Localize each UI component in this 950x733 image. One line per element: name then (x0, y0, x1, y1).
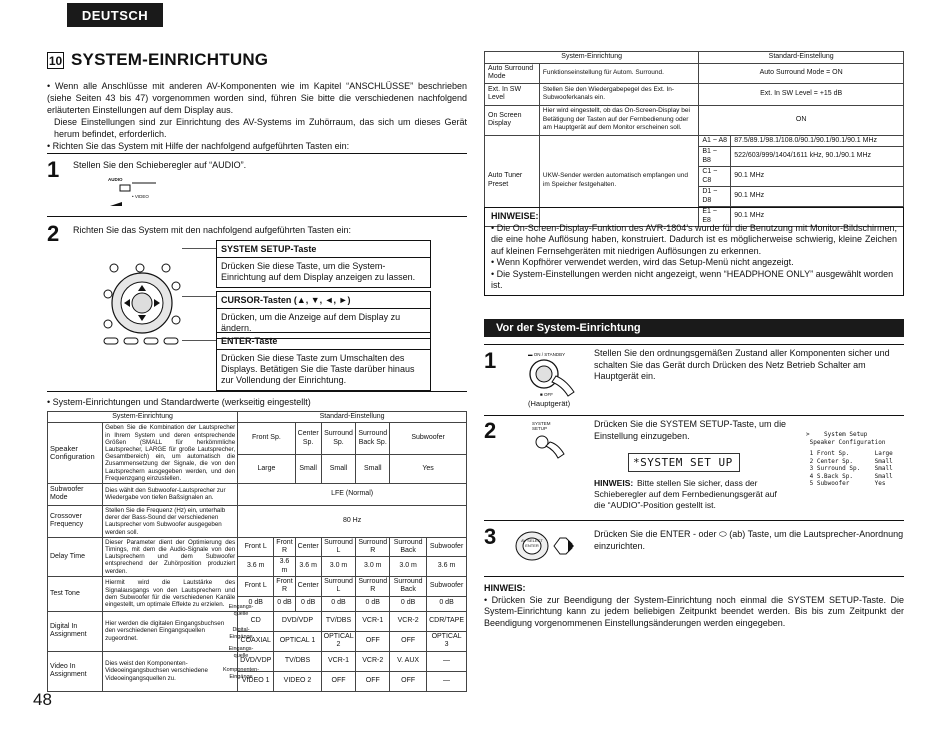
row-description: UKW-Sender werden automatisch empfangen und im Speicher festgehalten. (539, 135, 698, 227)
cell: Auto Surround Mode = ON (699, 63, 904, 83)
language-tab: DEUTSCH (67, 3, 163, 27)
cell: OPTICAL 3 (427, 631, 467, 651)
screen-line: 4 S.Back Sp. Small (806, 472, 893, 480)
row-description: Stellen Sie die Frequenz (Hz) ein, unterhalb derer der Bass-Sound der verschiedenen Lautsprecher vom Subwoofer ausgegeben werden soll. (103, 505, 238, 537)
row-name: Subwoofer Mode (48, 483, 103, 505)
step-1-number: 1 (484, 348, 497, 373)
step-1-text: Stellen Sie den Schieberegler auf “AUDIO”. (73, 160, 247, 170)
table-header: Standard-Einstellung (699, 52, 904, 64)
cell: — (427, 651, 467, 671)
note-3: • Die System-Einstellungen werden nicht angezeigt, wenn “HEADPHONE ONLY” ausgewählt worden ist. (491, 268, 894, 290)
step-1-text: Stellen Sie den ordnungsgemäßen Zustand aller Komponenten sicher und schalten Sie das Gerät durch Drücken des Netz Betrieb Schalter am Hauptgerät ein. (594, 348, 890, 381)
cell: OPTICAL 2 (321, 631, 356, 651)
note-2: • Wenn Kopfhörer verwendet werden, wird das Setup-Menü nicht angezeigt. (491, 257, 794, 267)
screen-line: 2 Center Sp. Small (806, 457, 893, 465)
cell: 0 dB (427, 596, 467, 611)
cell: VCR-2 (390, 611, 427, 631)
row-description: Dies wählt den Subwoofer-Lautsprecher zur Wiedergabe von tiefen Baßsignalen an. (103, 483, 238, 505)
cell: OFF (356, 671, 390, 691)
note-1: • Die On-Screen-Display-Funktion des AVR-1804’s wurde für die Benutzung mit Monitor-Bildschirmen, die eine hohe Auflösung haben, konstruiert. Dadurch ist es möglicherweise schwierig, kleine Zeichen auf kleinen Fernsehgeräten mit niedrigen Auflösungen zu erkennen. (491, 222, 897, 256)
cell: 3.0 m (321, 557, 356, 577)
row-name: Delay Time (48, 537, 103, 576)
step-3-text: Drücken Sie die ENTER - oder ⬭ (ab) Taste, um die Lautsprecher-Anordnung einzurichten. (594, 529, 904, 551)
table-header: System-Einrichtung (48, 412, 238, 423)
cell: 3.6 m (427, 557, 467, 577)
notes-title: HINWEISE: (491, 211, 539, 221)
row-name: Digital In Assignment (48, 611, 103, 651)
preset-key: D1 ~ D8 (699, 187, 731, 207)
leader-line (182, 296, 216, 297)
on-standby-label: ▬ ON / STANDBY (528, 352, 566, 357)
preset-value: 90.1 MHz (731, 167, 904, 187)
final-note-text: • Drücken Sie zur Beendigung der System-Einrichtung noch einmal die SYSTEM SETUP-Taste. Die System-Einrichtung kann zu jedem beliebigen Zeitpunkt beendet werden. Bis bis zum Zeitpunkt der Beendigung vorgenommenen Einstellungsänderungen werden eingegeben. (484, 594, 904, 628)
cell: 3.0 m (356, 557, 390, 577)
system-setup-button-label: SYSTEM SETUP (532, 421, 551, 431)
box-heading: CURSOR-Tasten (▲, ▼, ◄, ►) (217, 292, 430, 309)
cell: Surround R (356, 576, 390, 596)
av-select-enter-label: AV SELECT ENTER (521, 538, 543, 548)
row-description-text: Hier werden die digitalen Eingangsbuchsen den verschiedenen Eingangsquellen zugeordnet. (105, 620, 225, 642)
section-number: 10 (48, 53, 63, 68)
cell: Small (356, 454, 390, 483)
on-screen-menu-preview (806, 431, 904, 488)
divider (47, 216, 467, 217)
section-title: SYSTEM-EINRICHTUNG (71, 50, 269, 69)
step-2-text: Richten Sie das System mit den nachfolgend aufgeführten Tasten ein: (73, 225, 352, 235)
step-2-number: 2 (484, 418, 497, 443)
row-description: Stellen Sie den Wiedergabepegel des Ext. In-Subwooferkanals ein. (539, 83, 698, 105)
subsection-bar: Vor der System-Einrichtung (484, 319, 904, 337)
row-description: Geben Sie die Kombination der Lautsprecher in Ihrem System und deren entsprechende Größen (SMALL für herkömmliche Lautsprecher, LARGE für große Lautsprecher, Gesamtbereich) ein, um automatisch die Zusammensetzung der Signale, die von den Lautsprechern ausgegeben werden, und den Frequenzgang einzustellen. (103, 423, 238, 484)
leader-line (182, 248, 216, 249)
table-caption: • System-Einrichtungen und Standardwerte (werkseitig eingestellt) (47, 397, 311, 407)
cell: 80 Hz (238, 505, 467, 537)
note-label: HINWEIS: (594, 478, 634, 488)
divider (47, 391, 467, 392)
step-2-note (594, 478, 790, 511)
cell: Subwoofer (390, 423, 467, 454)
notes-box (484, 207, 904, 296)
cell: 3.6 m (295, 557, 321, 577)
preset-key: C1 ~ C8 (699, 167, 731, 187)
divider (47, 153, 467, 154)
cell: Front Sp. (238, 423, 295, 454)
video-source-label: Eingangs-quelle (228, 646, 254, 659)
step-2-number: 2 (47, 221, 60, 246)
note-text: Bitte stellen Sie sicher, dass der Schieberegler auf dem Fernbedienungsgerät auf die “AUDIO”-Position gestellt ist. (594, 478, 777, 510)
table-header: Standard-Einstellung (238, 412, 467, 423)
screen-title: > System Setup (806, 431, 868, 438)
cell: VIDEO 1 (238, 671, 274, 691)
cell: CD (238, 611, 274, 631)
leader-line (182, 340, 216, 341)
row-description: Hiermit wird die Lautstärke des Signalausgangs von den Lautsprechern und dem Subwoofer für die verschiedenen Kanäle eingestellt, um optimale Effekte zu erzielen. (103, 576, 238, 611)
cell: Small (321, 454, 356, 483)
cell: 3.6 m (238, 557, 274, 577)
screen-line: 3 Surround Sp. Small (806, 465, 893, 472)
screen-subtitle: Speaker Configuration (806, 438, 886, 446)
divider (484, 520, 904, 521)
off-label: ■ OFF (540, 392, 553, 397)
cell: Ext. In SW Level = +15 dB (699, 83, 904, 105)
cell: Center Sp. (295, 423, 321, 454)
step-1-number: 1 (47, 157, 60, 182)
main-unit-caption: (Hauptgerät) (528, 399, 571, 408)
cell: VIDEO 2 (274, 671, 321, 691)
preset-value: 522/603/999/1404/1611 kHz, 90.1/90.1 MHz (731, 147, 904, 167)
cell: DVD/VDP (274, 611, 321, 631)
cell: Surround Back (390, 576, 427, 596)
digital-input-label: Digital-Eingänge (229, 627, 253, 640)
cell: Front L (238, 537, 274, 557)
cell: V. AUX (390, 651, 427, 671)
cell: 0 dB (356, 596, 390, 611)
cell: TV/DBS (274, 651, 321, 671)
remote-control-illustration (100, 258, 182, 348)
row-name: Video In Assignment (48, 651, 103, 691)
cell: 0 dB (274, 596, 295, 611)
row-name: Ext. In SW Level (485, 83, 540, 105)
intro-text (47, 80, 467, 152)
divider (484, 576, 904, 577)
row-name: Auto Surround Mode (485, 63, 540, 83)
preset-value: 90.1 MHz (731, 207, 904, 227)
cell: CDR/TAPE (427, 611, 467, 631)
cell: Surround R (356, 537, 390, 557)
cell: 3.6 m (274, 557, 295, 577)
video-input-label: Komponenten-Eingänge (222, 667, 260, 680)
row-description: Hier wird eingestellt, ob das On-Screen-Display bei Betätigung der Tasten auf der Fernbedienung oder am Hauptgerät auf dem Monitor erscheinen soll. (539, 105, 698, 135)
cell: 0 dB (321, 596, 356, 611)
box-heading: ENTER-Taste (217, 333, 430, 350)
screen-line: 1 Front Sp. Large (806, 450, 893, 457)
intro-bullet-2: • Richten Sie das System mit Hilfe der nachfolgend aufgeführten Tasten ein: (47, 141, 350, 151)
box-body: Drücken, um die Anzeige auf dem Display zu ändern. (221, 312, 401, 333)
box-heading: SYSTEM SETUP-Taste (217, 241, 430, 258)
cell: Subwoofer (427, 537, 467, 557)
system-setup-key-box (216, 240, 431, 288)
cell: Surround Sp. (321, 423, 356, 454)
cell: Small (295, 454, 321, 483)
enter-key-box (216, 332, 431, 391)
cell: COAXIAL (238, 631, 274, 651)
preset-key: B1 ~ B8 (699, 147, 731, 167)
cell: DVD/VDP (238, 651, 274, 671)
screen-line: 5 Subwoofer Yes (806, 480, 886, 487)
cell: Center (295, 576, 321, 596)
preset-key: A1 ~ A8 (699, 135, 731, 147)
cell: TV/DBS (321, 611, 356, 631)
row-name: Speaker Configuration (48, 423, 103, 484)
cell: OFF (356, 631, 390, 651)
row-name: On Screen Display (485, 105, 540, 135)
table-header: System-Einrichtung (485, 52, 699, 64)
audio-video-switch (108, 178, 168, 208)
row-name: Auto Tuner Preset (485, 135, 540, 227)
cell: VCR-2 (356, 651, 390, 671)
switch-audio-label: AUDIO (108, 177, 123, 182)
cell: Surround L (321, 576, 356, 596)
switch-video-label: • VIDEO (132, 194, 149, 199)
preset-value: 87.5/89.1/98.1/108.0/90.1/90.1/90.1/90.1 MHz (731, 135, 904, 147)
cell: Surround Back (390, 537, 427, 557)
cell: OFF (321, 671, 356, 691)
box-body: Drücken Sie diese Taste, um die System-Einrichtung auf dem Display anzeigen zu lassen. (221, 261, 416, 282)
cell: Center (295, 537, 321, 557)
final-note-title: HINWEIS: (484, 583, 526, 593)
divider (484, 344, 904, 345)
digital-source-label: Eingangs-quelle (228, 604, 254, 617)
cell: Front L (238, 576, 274, 596)
cell: Front R (274, 537, 295, 557)
cell: Subwoofer (427, 576, 467, 596)
cell: LFE (Normal) (238, 483, 467, 505)
intro-bullet-1b: Diese Einstellungen sind zur Einrichtung des AV-Systems im Zuhörraum, das sich um dieses Gerät herum befindet, erforderlich. (54, 117, 467, 139)
cell: Surround Back Sp. (356, 423, 390, 454)
row-name: Crossover Frequency (48, 505, 103, 537)
cell: 3.0 m (390, 557, 427, 577)
row-name: Test Tone (48, 576, 103, 611)
divider (484, 415, 904, 416)
cell: 0 dB (390, 596, 427, 611)
cell: Large (238, 454, 295, 483)
cell: OFF (390, 631, 427, 651)
cell: ON (699, 105, 904, 135)
cell: 0 dB (238, 596, 274, 611)
cell: Yes (390, 454, 467, 483)
cell: Surround L (321, 537, 356, 557)
cell: OPTICAL 1 (274, 631, 321, 651)
cell: VCR-1 (321, 651, 356, 671)
row-description: Dies weist den Komponenten-Videoeingangsbuchsen verschiedene Videoeingangsquellen zu. (103, 651, 238, 691)
intro-bullet-1: • Wenn alle Anschlüsse mit anderen AV-Komponenten wie im Kapitel “ANSCHLÜSSE” beschrieben (siehe Seiten 43 bis 47) vorgenommen worden sind, führen Sie bitte die verschiedenen nachfolgend erläuterten Einstellungen auf dem Display aus. (47, 81, 467, 115)
front-display: *SYSTEM SET UP (628, 453, 740, 472)
step-3-number: 3 (484, 524, 497, 549)
preset-key: E1 ~ E8 (699, 207, 731, 227)
row-description: Dieser Parameter dient der Optimierung des Timings, mit dem die Audio-Signale von den Lautsprechern und dem Subwoofer entsprechend der Zuhörposition produziert werden. (103, 537, 238, 576)
cell: Front R (274, 576, 295, 596)
page-number: 48 (33, 690, 52, 709)
step-2-text: Drücken Sie die SYSTEM SETUP-Taste, um die Einstellung einzugeben. (594, 419, 787, 441)
cell: OFF (390, 671, 427, 691)
cell: — (427, 671, 467, 691)
cell: VCR-1 (356, 611, 390, 631)
row-description (103, 611, 238, 651)
preset-value: 90.1 MHz (731, 187, 904, 207)
box-body: Drücken Sie diese Taste zum Umschalten des Displays. Betätigen Sie die Taste darüber hinaus zur Vollendung der Einrichtung. (221, 353, 415, 385)
cell: 0 dB (295, 596, 321, 611)
final-note (484, 583, 904, 629)
defaults-table-continued (484, 51, 904, 227)
row-description: Funktionseinstellung für Autom. Surround. (539, 63, 698, 83)
